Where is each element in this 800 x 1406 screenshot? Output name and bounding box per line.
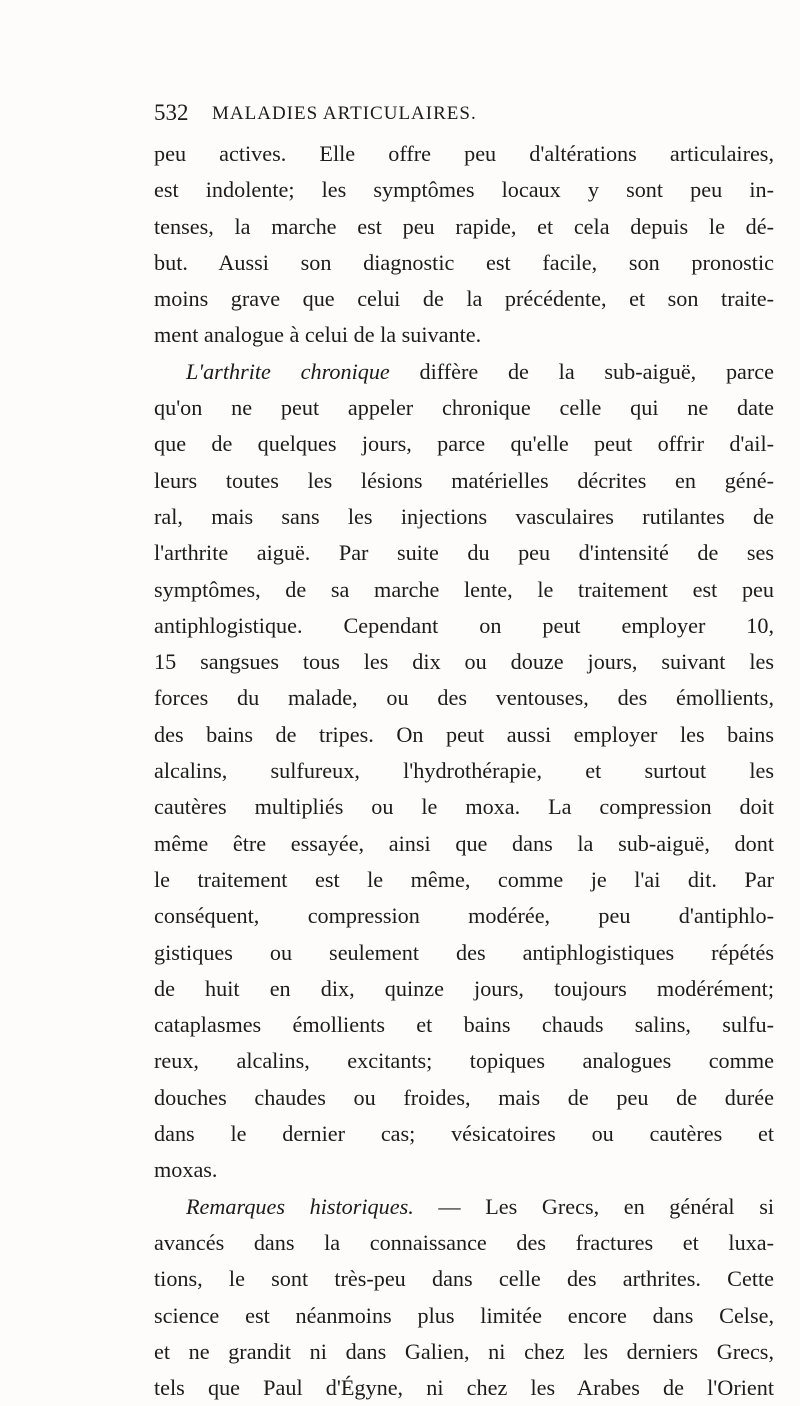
line-text: cautères multipliés ou le moxa. La compression doit: [154, 794, 774, 820]
text-line: [154, 971, 774, 1007]
text-line: [154, 1298, 774, 1334]
body-text: [154, 136, 774, 1406]
text-line: [154, 1189, 774, 1225]
text-line: [154, 644, 774, 680]
text-line: [154, 935, 774, 971]
text-line: [154, 1080, 774, 1116]
running-title: MALADIES ARTICULAIRES.: [212, 103, 477, 124]
line-text: est indolente; les symptômes locaux y sont peu in-: [154, 177, 774, 203]
line-text: qu'on ne peut appeler chronique celle qui ne date: [154, 395, 774, 421]
text-line: [154, 136, 774, 172]
text-line: [154, 680, 774, 716]
page-number: 532: [154, 100, 189, 125]
text-line: [154, 572, 774, 608]
text-line: [154, 608, 774, 644]
line-text: — Les Grecs, en général si: [413, 1193, 774, 1219]
line-text: antiphlogistique. Cependant on peut employer 10,: [154, 612, 774, 638]
text-line: [154, 1261, 774, 1297]
text-line: [154, 499, 774, 535]
text-line: [154, 354, 774, 390]
text-line: [154, 1007, 774, 1043]
line-text: l'arthrite aiguë. Par suite du peu d'intensité de ses: [154, 540, 774, 566]
text-line: [154, 172, 774, 208]
line-text: diffère de la sub-aiguë, parce: [389, 358, 774, 384]
line-text: tels que Paul d'Égyne, ni chez les Arabes de l'Orient: [154, 1375, 774, 1401]
text-line: [154, 1116, 774, 1152]
running-head: [154, 100, 774, 130]
text-line: [154, 1043, 774, 1079]
text-line: [154, 426, 774, 462]
line-text: moxas.: [154, 1157, 218, 1183]
line-text: de huit en dix, quinze jours, toujours modérément;: [154, 975, 774, 1001]
line-text: dans le dernier cas; vésicatoires ou cautères et: [154, 1121, 774, 1147]
text-line: [154, 390, 774, 426]
text-line: [154, 1225, 774, 1261]
book-page: [154, 100, 774, 1406]
text-line: [154, 535, 774, 571]
line-text: douches chaudes ou froides, mais de peu de durée: [154, 1084, 774, 1110]
text-line: [154, 1370, 774, 1406]
text-line: [154, 1334, 774, 1370]
line-text: tenses, la marche est peu rapide, et cela depuis le dé-: [154, 213, 774, 239]
text-line: [154, 463, 774, 499]
line-text: forces du malade, ou des ventouses, des émollients,: [154, 685, 774, 711]
line-text: 15 sangsues tous les dix ou douze jours, suivant les: [154, 649, 774, 675]
line-text: tions, le sont très-peu dans celle des arthrites. Cette: [154, 1266, 774, 1292]
text-line: [154, 898, 774, 934]
line-text: cataplasmes émollients et bains chauds salins, sulfu-: [154, 1012, 774, 1038]
italic-heading: L'arthrite chronique: [186, 358, 390, 384]
line-text: leurs toutes les lésions matérielles décrites en géné-: [154, 467, 774, 493]
line-text: ral, mais sans les injections vasculaires rutilantes de: [154, 503, 774, 529]
text-line: [154, 209, 774, 245]
line-text: ment analogue à celui de la suivante.: [154, 322, 482, 348]
line-text: le traitement est le même, comme je l'ai dit. Par: [154, 866, 774, 892]
text-line: [154, 826, 774, 862]
line-text: science est néanmoins plus limitée encore dans Celse,: [154, 1302, 774, 1328]
line-text: avancés dans la connaissance des fractures et luxa-: [154, 1229, 774, 1255]
line-text: des bains de tripes. On peut aussi employer les bains: [154, 721, 774, 747]
line-text: but. Aussi son diagnostic est facile, son pronostic: [154, 249, 774, 275]
line-text: même être essayée, ainsi que dans la sub-aiguë, dont: [154, 830, 774, 856]
line-text: et ne grandit ni dans Galien, ni chez les derniers Grecs,: [154, 1338, 774, 1364]
line-text: alcalins, sulfureux, l'hydrothérapie, et surtout les: [154, 758, 774, 784]
text-line: [154, 862, 774, 898]
line-text: que de quelques jours, parce qu'elle peut offrir d'ail-: [154, 431, 774, 457]
line-text: reux, alcalins, excitants; topiques analogues comme: [154, 1048, 774, 1074]
text-line: [154, 717, 774, 753]
italic-heading: Remarques historiques.: [186, 1193, 414, 1219]
line-text: peu actives. Elle offre peu d'altérations articulaires,: [154, 141, 774, 166]
text-line: [154, 753, 774, 789]
text-line: [154, 317, 774, 353]
text-line: [154, 281, 774, 317]
line-text: gistiques ou seulement des antiphlogistiques répétés: [154, 939, 774, 965]
line-text: moins grave que celui de la précédente, et son traite-: [154, 286, 774, 312]
text-line: [154, 789, 774, 825]
line-text: conséquent, compression modérée, peu d'antiphlo-: [154, 903, 774, 929]
text-line: [154, 1152, 774, 1188]
text-line: [154, 245, 774, 281]
line-text: symptômes, de sa marche lente, le traitement est peu: [154, 576, 774, 602]
